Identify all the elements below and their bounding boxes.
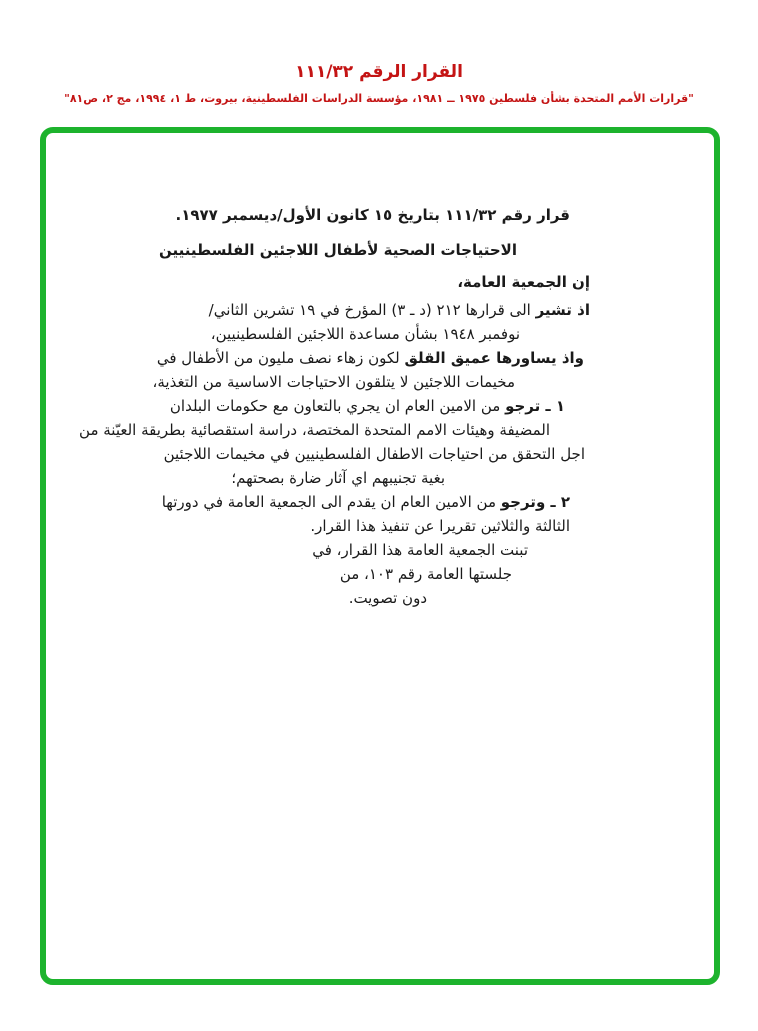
doc-line-text: من الامين العام ان يجري بالتعاون مع حكومات البلدان [169,397,506,415]
doc-line-text: مخيمات اللاجئين لا يتلقون الاحتياجات الاساسية من التغذية، [152,373,515,391]
doc-line-text: لكون زهاء نصف مليون من الأطفال في [156,349,405,367]
doc-line-resolution-title [175,203,570,227]
doc-line-bold: ٢ ـ وترجو [500,493,570,511]
doc-line-preamble [185,270,590,294]
doc-line [185,322,520,346]
doc-line-bold: ١ ـ ترجو [505,397,565,415]
doc-line [163,442,585,466]
doc-line-bold: الاحتياجات الصحية لأطفال اللاجئين الفلسطينيين [158,241,517,259]
page-title: القرار الرقم ١١١/٣٢ [295,62,463,82]
doc-line [79,418,550,442]
doc-line [152,370,515,394]
doc-line-adoption [185,538,528,562]
doc-line-text: جلستها العامة رقم ١٠٣، من [339,565,512,583]
doc-line-bold: قرار رقم ١١١/٣٢ بتاريخ ١٥ كانون الأول/ديسمبر ١٩٧٧. [175,206,570,224]
citation-line: "قرارات الأمم المتحدة بشأن فلسطين ١٩٧٥ ــ ١٩٨١، مؤسسة الدراسات الفلسطينية، بيروت، ط ١، ١٩٩٤، مج ٢، ص٨١" [64,92,694,105]
doc-line-text: الثالثة والثلاثين تقريرا عن تنفيذ هذا القرار. [310,517,570,535]
doc-line-text: من الامين العام ان يقدم الى الجمعية العامة في دورتها [161,493,501,511]
document-body [79,203,590,610]
doc-line-text: الى قرارها ٢١٢ (د ـ ٣) المؤرخ في ١٩ تشرين الثاني/ [208,301,536,319]
doc-line [185,466,445,490]
doc-line-subject [158,238,517,262]
doc-line-adoption [185,562,512,586]
doc-line-bold: إن الجمعية العامة، [457,273,590,291]
doc-line-text: تبنت الجمعية العامة هذا القرار، في [312,541,528,559]
doc-line-text: نوفمبر ١٩٤٨ بشأن مساعدة اللاجئين الفلسطينيين، [210,325,520,343]
doc-line-text: اجل التحقق من احتياجات الاطفال الفلسطينيين في مخيمات اللاجئين [163,445,585,463]
doc-line-operative-1 [169,394,565,418]
doc-line-text: بغية تجنيبهم اي آثار ضارة بصحتهم؛ [231,469,445,487]
doc-line-adoption [185,586,427,610]
doc-line [185,298,590,322]
doc-line [156,346,584,370]
doc-line [185,514,570,538]
doc-line-operative-2 [161,490,570,514]
doc-line-text: دون تصويت. [348,589,427,607]
doc-line-bold: اذ تشير [535,301,590,319]
doc-line-text: المضيفة وهيئات الامم المتحدة المختصة، دراسة استقصائية بطريقة العيّنة من [79,421,550,439]
doc-line-bold: واذ يساورها عميق القلق [404,349,584,367]
